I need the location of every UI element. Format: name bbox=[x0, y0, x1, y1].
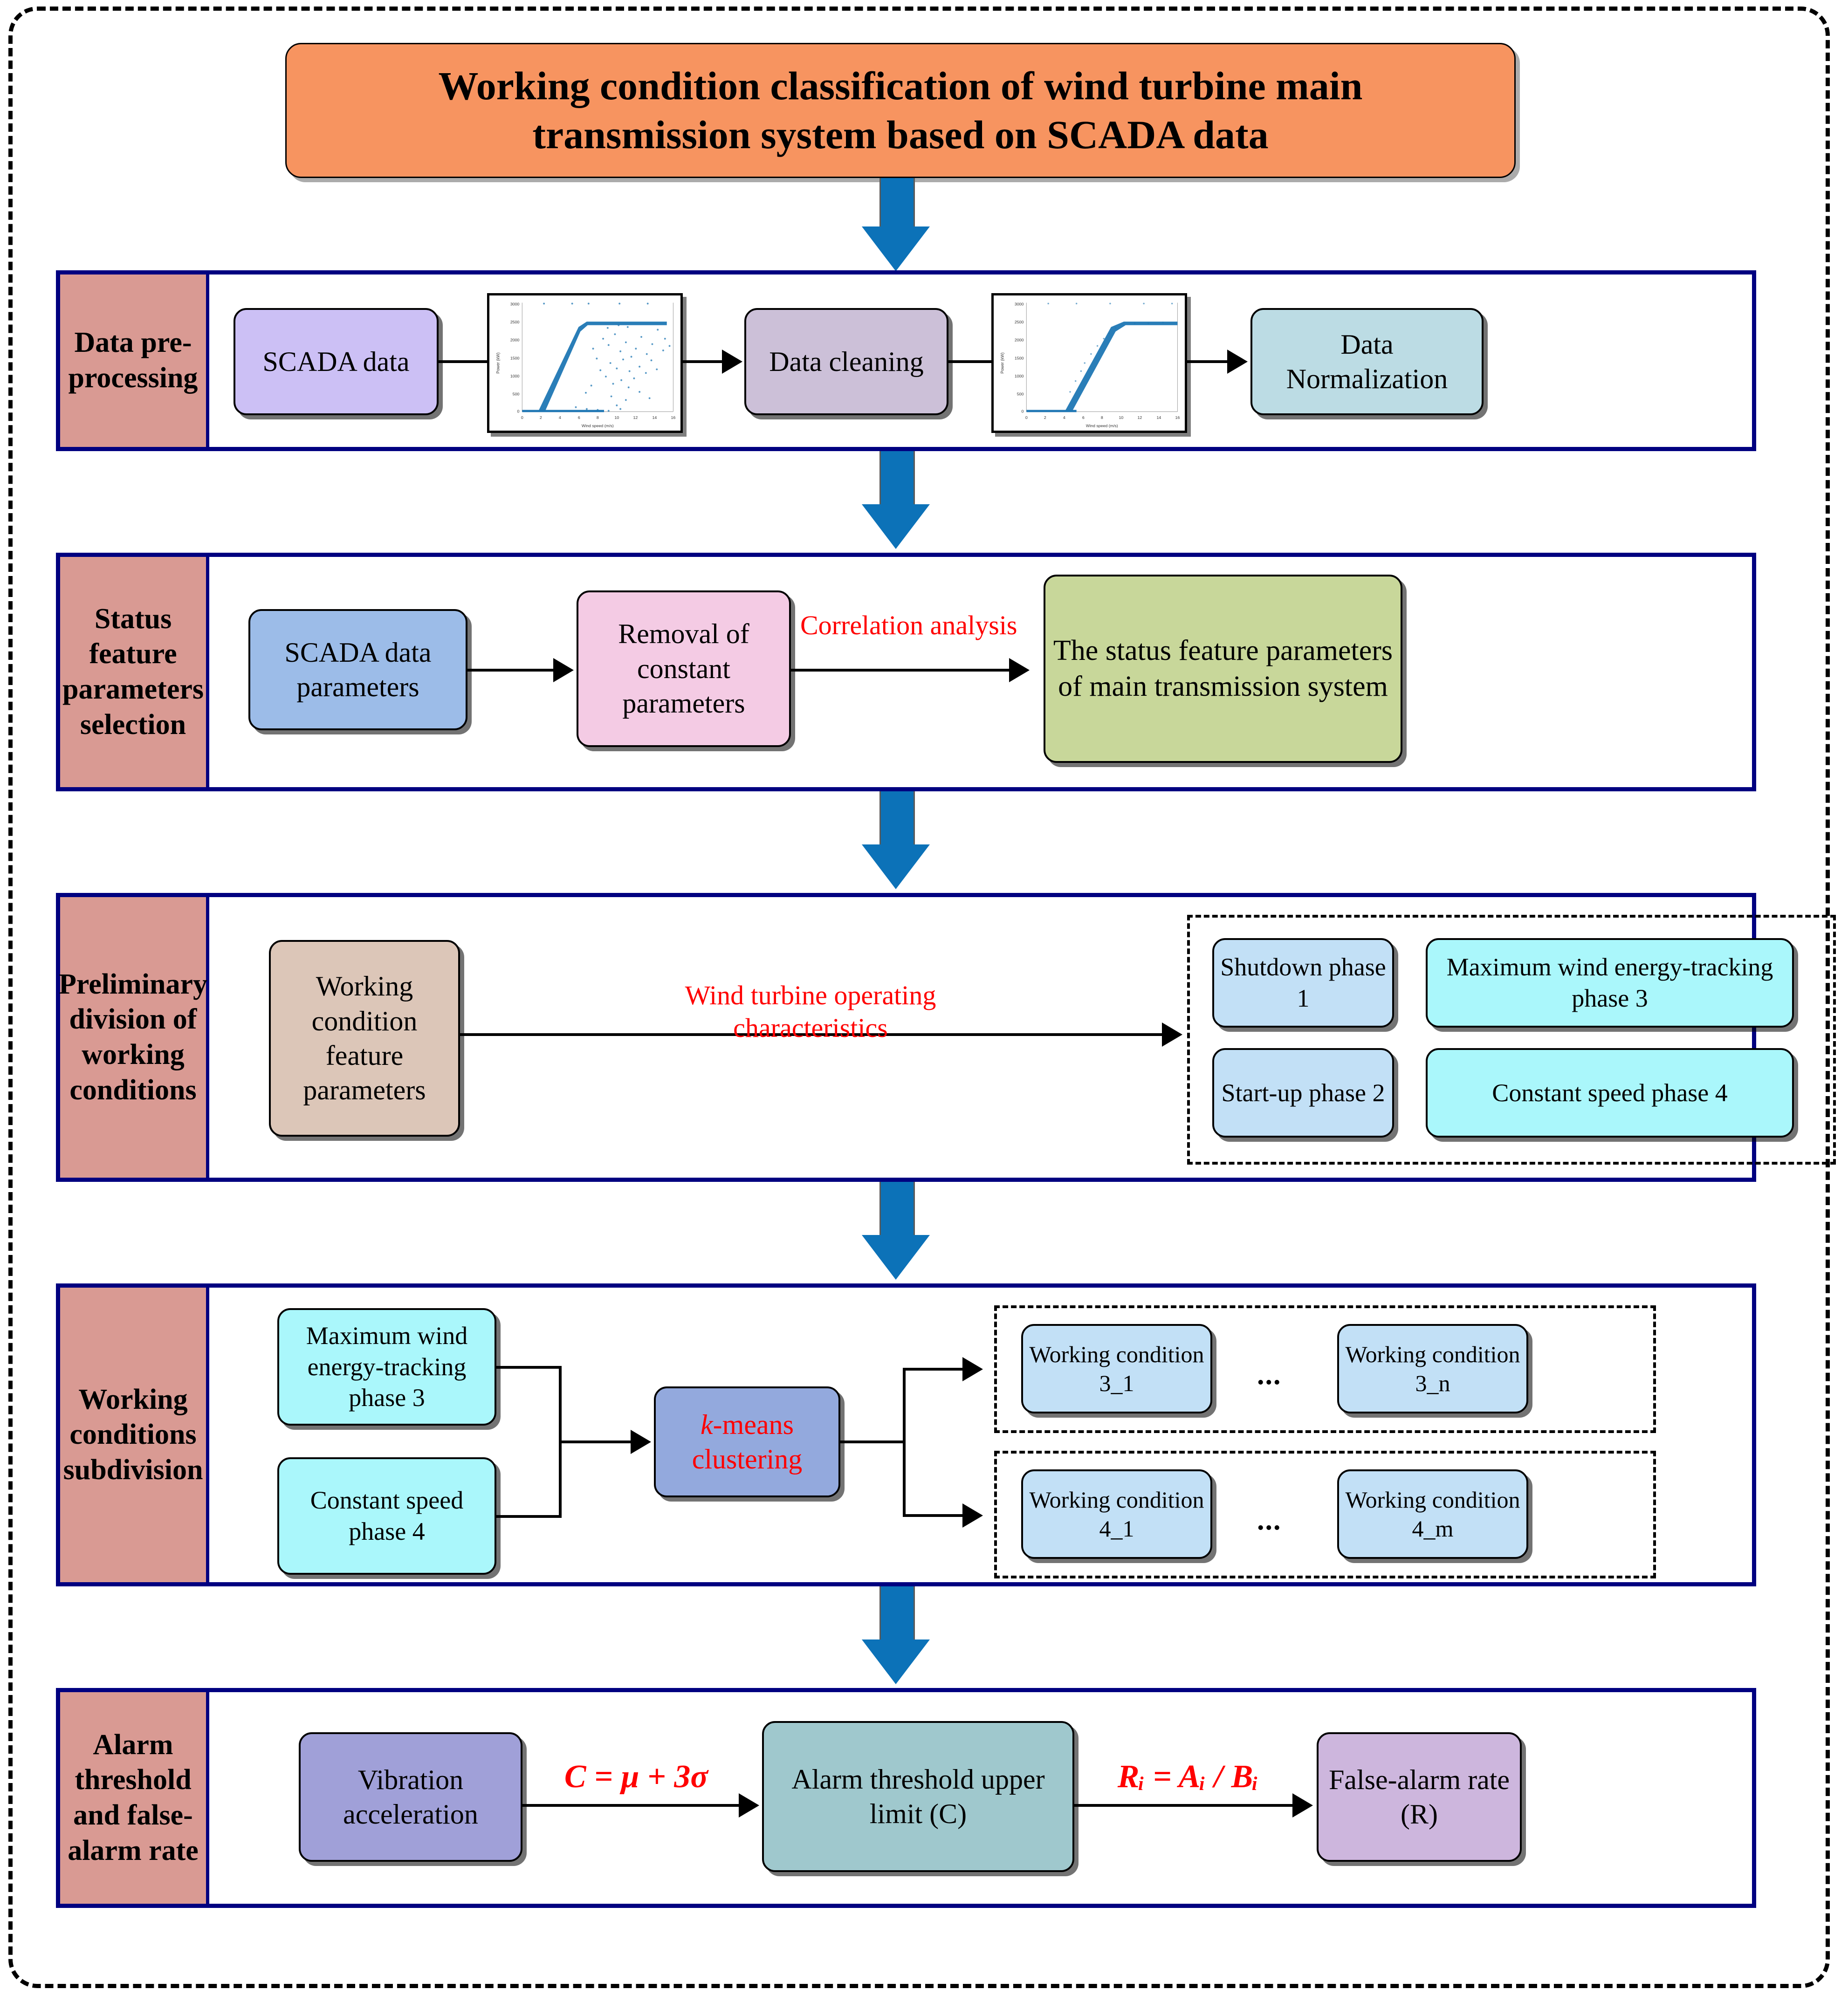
stage-body-alarm-threshold bbox=[209, 1692, 1752, 1904]
page-title bbox=[285, 43, 1516, 178]
svg-text:1000: 1000 bbox=[1014, 373, 1024, 378]
flow-arrow-4 bbox=[862, 1182, 930, 1283]
node-scada-data-parameters[interactable] bbox=[248, 609, 467, 730]
stage-body-status-feature-parameters-selection bbox=[209, 557, 1752, 787]
edge-label-formula-false-alarm-rate bbox=[1095, 1757, 1281, 1797]
node-k-means-clustering-label bbox=[692, 1407, 803, 1477]
svg-text:2500: 2500 bbox=[510, 319, 520, 324]
node-vibration-acceleration-label: Vibration acceleration bbox=[343, 1764, 478, 1830]
k-means-rest: -means bbox=[713, 1409, 794, 1440]
node-scada-data[interactable] bbox=[234, 308, 439, 415]
node-working-condition-feature-parameters-label: Working condition feature parameters bbox=[303, 971, 426, 1106]
node-working-condition-4-1[interactable] bbox=[1021, 1469, 1212, 1559]
svg-text:0: 0 bbox=[1025, 415, 1028, 420]
node-scada-data-parameters-label: SCADA data parameters bbox=[284, 637, 432, 702]
connector-phase3-out bbox=[496, 1366, 562, 1369]
svg-text:2500: 2500 bbox=[1014, 319, 1024, 324]
node-false-alarm-rate[interactable] bbox=[1317, 1732, 1522, 1862]
edge-label-correlation-analysis-text: Correlation analysis bbox=[800, 610, 1017, 640]
connector-removal-to-status bbox=[791, 669, 1012, 672]
connector-plot2-to-normalization bbox=[1187, 360, 1230, 363]
svg-text:1500: 1500 bbox=[510, 356, 520, 361]
stage-label-preliminary-division: Preliminary division of working conditions bbox=[60, 897, 209, 1178]
arrowhead-to-alarm-threshold bbox=[739, 1793, 759, 1818]
connector-split-vertical bbox=[903, 1368, 906, 1517]
node-removal-of-constant-parameters[interactable] bbox=[577, 590, 791, 747]
node-working-condition-feature-parameters[interactable] bbox=[269, 940, 460, 1137]
chart-cleaned-power-curve bbox=[991, 293, 1187, 433]
connector-kmeans-out bbox=[840, 1441, 906, 1443]
svg-text:10: 10 bbox=[614, 415, 619, 420]
arrowhead-to-kmeans bbox=[631, 1430, 651, 1454]
svg-text:3000: 3000 bbox=[1014, 302, 1024, 307]
edge-label-formula-threshold bbox=[543, 1757, 729, 1797]
svg-text:3000: 3000 bbox=[510, 302, 520, 307]
node-maximum-wind-energy-tracking-phase-3-label: Maximum wind energy-tracking phase 3 bbox=[1446, 953, 1773, 1012]
ellipsis-group-3: ... bbox=[1257, 1359, 1282, 1391]
svg-text:4: 4 bbox=[558, 415, 561, 420]
flow-arrow-1 bbox=[862, 178, 930, 271]
node-vibration-acceleration[interactable] bbox=[299, 1732, 522, 1862]
arrowhead-to-phase-group bbox=[1162, 1022, 1182, 1047]
svg-text:2000: 2000 bbox=[1014, 337, 1024, 343]
node-removal-of-constant-parameters-label: Removal of constant parameters bbox=[618, 618, 749, 719]
svg-text:1500: 1500 bbox=[1014, 356, 1024, 361]
arrowhead-to-removal bbox=[553, 658, 574, 682]
connector-split-top bbox=[903, 1368, 965, 1371]
stage-label-working-conditions-subdivision: Working conditions subdivision bbox=[60, 1288, 209, 1582]
connector-merge-to-kmeans bbox=[559, 1441, 633, 1443]
svg-text:2: 2 bbox=[1044, 415, 1046, 420]
edge-label-formula-threshold-text: C = μ + 3σ bbox=[564, 1759, 708, 1795]
node-constant-speed-phase-4-label: Constant speed phase 4 bbox=[1492, 1078, 1728, 1107]
svg-text:8: 8 bbox=[1100, 415, 1103, 420]
arrowhead-to-status-features bbox=[1009, 658, 1030, 682]
connector-threshold-to-false-alarm bbox=[1074, 1804, 1295, 1807]
stage-label-alarm-threshold: Alarm threshold and false-alarm rate bbox=[60, 1692, 209, 1904]
k-means-line-2: clustering bbox=[692, 1444, 803, 1475]
svg-text:500: 500 bbox=[1017, 391, 1024, 397]
svg-text:14: 14 bbox=[652, 415, 657, 420]
svg-text:500: 500 bbox=[512, 391, 520, 397]
arrowhead-to-group-4 bbox=[962, 1503, 983, 1528]
node-data-cleaning[interactable] bbox=[744, 308, 948, 415]
svg-text:12: 12 bbox=[1137, 415, 1142, 420]
flow-arrow-3 bbox=[862, 791, 930, 893]
node-working-condition-3-1[interactable] bbox=[1021, 1324, 1212, 1413]
node-shutdown-phase-1[interactable] bbox=[1212, 938, 1394, 1028]
node-constant-speed-phase-4[interactable] bbox=[1426, 1048, 1794, 1138]
flow-arrow-5 bbox=[862, 1586, 930, 1688]
raw-power-curve-svg bbox=[489, 295, 680, 431]
connector-plot1-to-cleaning bbox=[683, 360, 725, 363]
arrowhead-to-data-normalization bbox=[1227, 350, 1248, 374]
svg-text:0: 0 bbox=[1021, 409, 1024, 414]
arrowhead-to-data-cleaning bbox=[722, 350, 742, 374]
stage-label-data-preprocessing: Data pre-processing bbox=[60, 274, 209, 447]
chart-raw-power-curve bbox=[487, 293, 683, 433]
stage-alarm-threshold-and-false-alarm-rate bbox=[56, 1688, 1756, 1908]
edge-label-wtoc-line-1: Wind turbine operating bbox=[685, 980, 936, 1010]
svg-text:10: 10 bbox=[1119, 415, 1124, 420]
node-maximum-wind-energy-tracking-phase-3[interactable] bbox=[1426, 938, 1794, 1028]
svg-text:14: 14 bbox=[1156, 415, 1161, 420]
node-working-condition-4-m[interactable] bbox=[1337, 1469, 1528, 1559]
svg-text:Wind speed (m/s): Wind speed (m/s) bbox=[1085, 423, 1118, 428]
node-shutdown-phase-1-label: Shutdown phase 1 bbox=[1220, 953, 1386, 1012]
node-false-alarm-rate-label: False-alarm rate (R) bbox=[1328, 1764, 1510, 1830]
svg-text:6: 6 bbox=[1082, 415, 1085, 420]
node-max-wind-energy-tracking-phase-3[interactable] bbox=[277, 1308, 496, 1426]
node-working-condition-3-n-label: Working condition 3_n bbox=[1345, 1341, 1520, 1396]
svg-text:1000: 1000 bbox=[510, 373, 520, 378]
stage-body-data-preprocessing bbox=[209, 274, 1752, 447]
edge-label-wtoc-line-2: characteristics bbox=[733, 1012, 888, 1043]
node-alarm-threshold-upper-limit[interactable] bbox=[762, 1721, 1074, 1872]
stage-label-status-feature-parameters-selection: Status feature parameters selection bbox=[60, 557, 209, 787]
connector-phase4-out bbox=[496, 1515, 562, 1518]
edge-label-wind-turbine-operating-characteristics bbox=[517, 979, 1104, 1044]
node-status-feature-parameters-main[interactable] bbox=[1044, 575, 1402, 763]
node-k-means-clustering[interactable] bbox=[654, 1386, 840, 1497]
node-working-condition-4-m-label: Working condition 4_m bbox=[1345, 1487, 1520, 1542]
svg-text:16: 16 bbox=[1175, 415, 1180, 420]
node-alarm-threshold-upper-limit-label: Alarm threshold upper limit (C) bbox=[791, 1763, 1045, 1829]
stage-status-feature-parameters-selection bbox=[56, 553, 1756, 791]
arrowhead-to-group-3 bbox=[962, 1357, 983, 1381]
svg-text:Power (kW): Power (kW) bbox=[1000, 352, 1005, 374]
node-working-condition-4-1-label: Working condition 4_1 bbox=[1029, 1487, 1204, 1542]
svg-text:6: 6 bbox=[577, 415, 580, 420]
svg-text:16: 16 bbox=[671, 415, 676, 420]
stage-body-preliminary-division bbox=[209, 897, 1773, 1178]
stage-working-conditions-subdivision bbox=[56, 1283, 1756, 1586]
flow-arrow-2 bbox=[862, 451, 930, 553]
svg-text:2: 2 bbox=[539, 415, 542, 420]
connector-split-bottom bbox=[903, 1514, 965, 1517]
connector-scada-to-plot1 bbox=[439, 360, 487, 363]
svg-text:2000: 2000 bbox=[510, 337, 520, 343]
svg-text:Power (kW): Power (kW) bbox=[495, 352, 501, 374]
ellipsis-group-4: ... bbox=[1257, 1504, 1282, 1536]
node-working-condition-3-1-label: Working condition 3_1 bbox=[1029, 1341, 1204, 1396]
arrowhead-to-false-alarm-rate bbox=[1292, 1793, 1313, 1818]
edge-label-formula-false-alarm-rate-text: Rᵢ = Aᵢ / Bᵢ bbox=[1117, 1759, 1259, 1795]
node-data-normalization-label: Data Normalization bbox=[1286, 329, 1448, 394]
connector-vibration-to-threshold bbox=[522, 1804, 742, 1807]
node-start-up-phase-2-label: Start-up phase 2 bbox=[1221, 1078, 1385, 1107]
node-scada-data-label: SCADA data bbox=[262, 346, 410, 377]
stage-preliminary-division-of-working-conditions bbox=[56, 893, 1773, 1182]
connector-cleaning-to-plot2 bbox=[948, 360, 991, 363]
node-working-condition-3-n[interactable] bbox=[1337, 1324, 1528, 1413]
connector-params-to-removal bbox=[467, 669, 556, 672]
node-data-normalization[interactable] bbox=[1250, 308, 1484, 415]
svg-text:8: 8 bbox=[596, 415, 599, 420]
node-status-feature-parameters-main-label: The status feature parameters of main transmission system bbox=[1053, 635, 1393, 702]
page-title-line-2: transmission system based on SCADA data bbox=[532, 112, 1269, 157]
svg-text:4: 4 bbox=[1063, 415, 1065, 420]
svg-text:0: 0 bbox=[517, 409, 520, 414]
edge-label-correlation-analysis bbox=[800, 609, 1017, 642]
svg-text:Wind speed (m/s): Wind speed (m/s) bbox=[581, 423, 614, 428]
stage-body-working-conditions-subdivision bbox=[209, 1288, 1752, 1582]
node-max-wind-energy-tracking-phase-3-label: Maximum wind energy-tracking phase 3 bbox=[306, 1321, 468, 1412]
stage-data-preprocessing bbox=[56, 270, 1756, 451]
node-constant-speed-phase-4b[interactable] bbox=[277, 1457, 496, 1575]
node-data-cleaning-label: Data cleaning bbox=[769, 346, 924, 377]
page-title-line-1: Working condition classification of wind turbine main bbox=[438, 63, 1363, 109]
k-means-italic-k: k bbox=[701, 1409, 713, 1440]
cleaned-power-curve-svg bbox=[994, 295, 1185, 431]
node-start-up-phase-2[interactable] bbox=[1212, 1048, 1394, 1138]
svg-text:12: 12 bbox=[633, 415, 638, 420]
node-constant-speed-phase-4b-label: Constant speed phase 4 bbox=[310, 1486, 464, 1545]
svg-text:0: 0 bbox=[521, 415, 523, 420]
